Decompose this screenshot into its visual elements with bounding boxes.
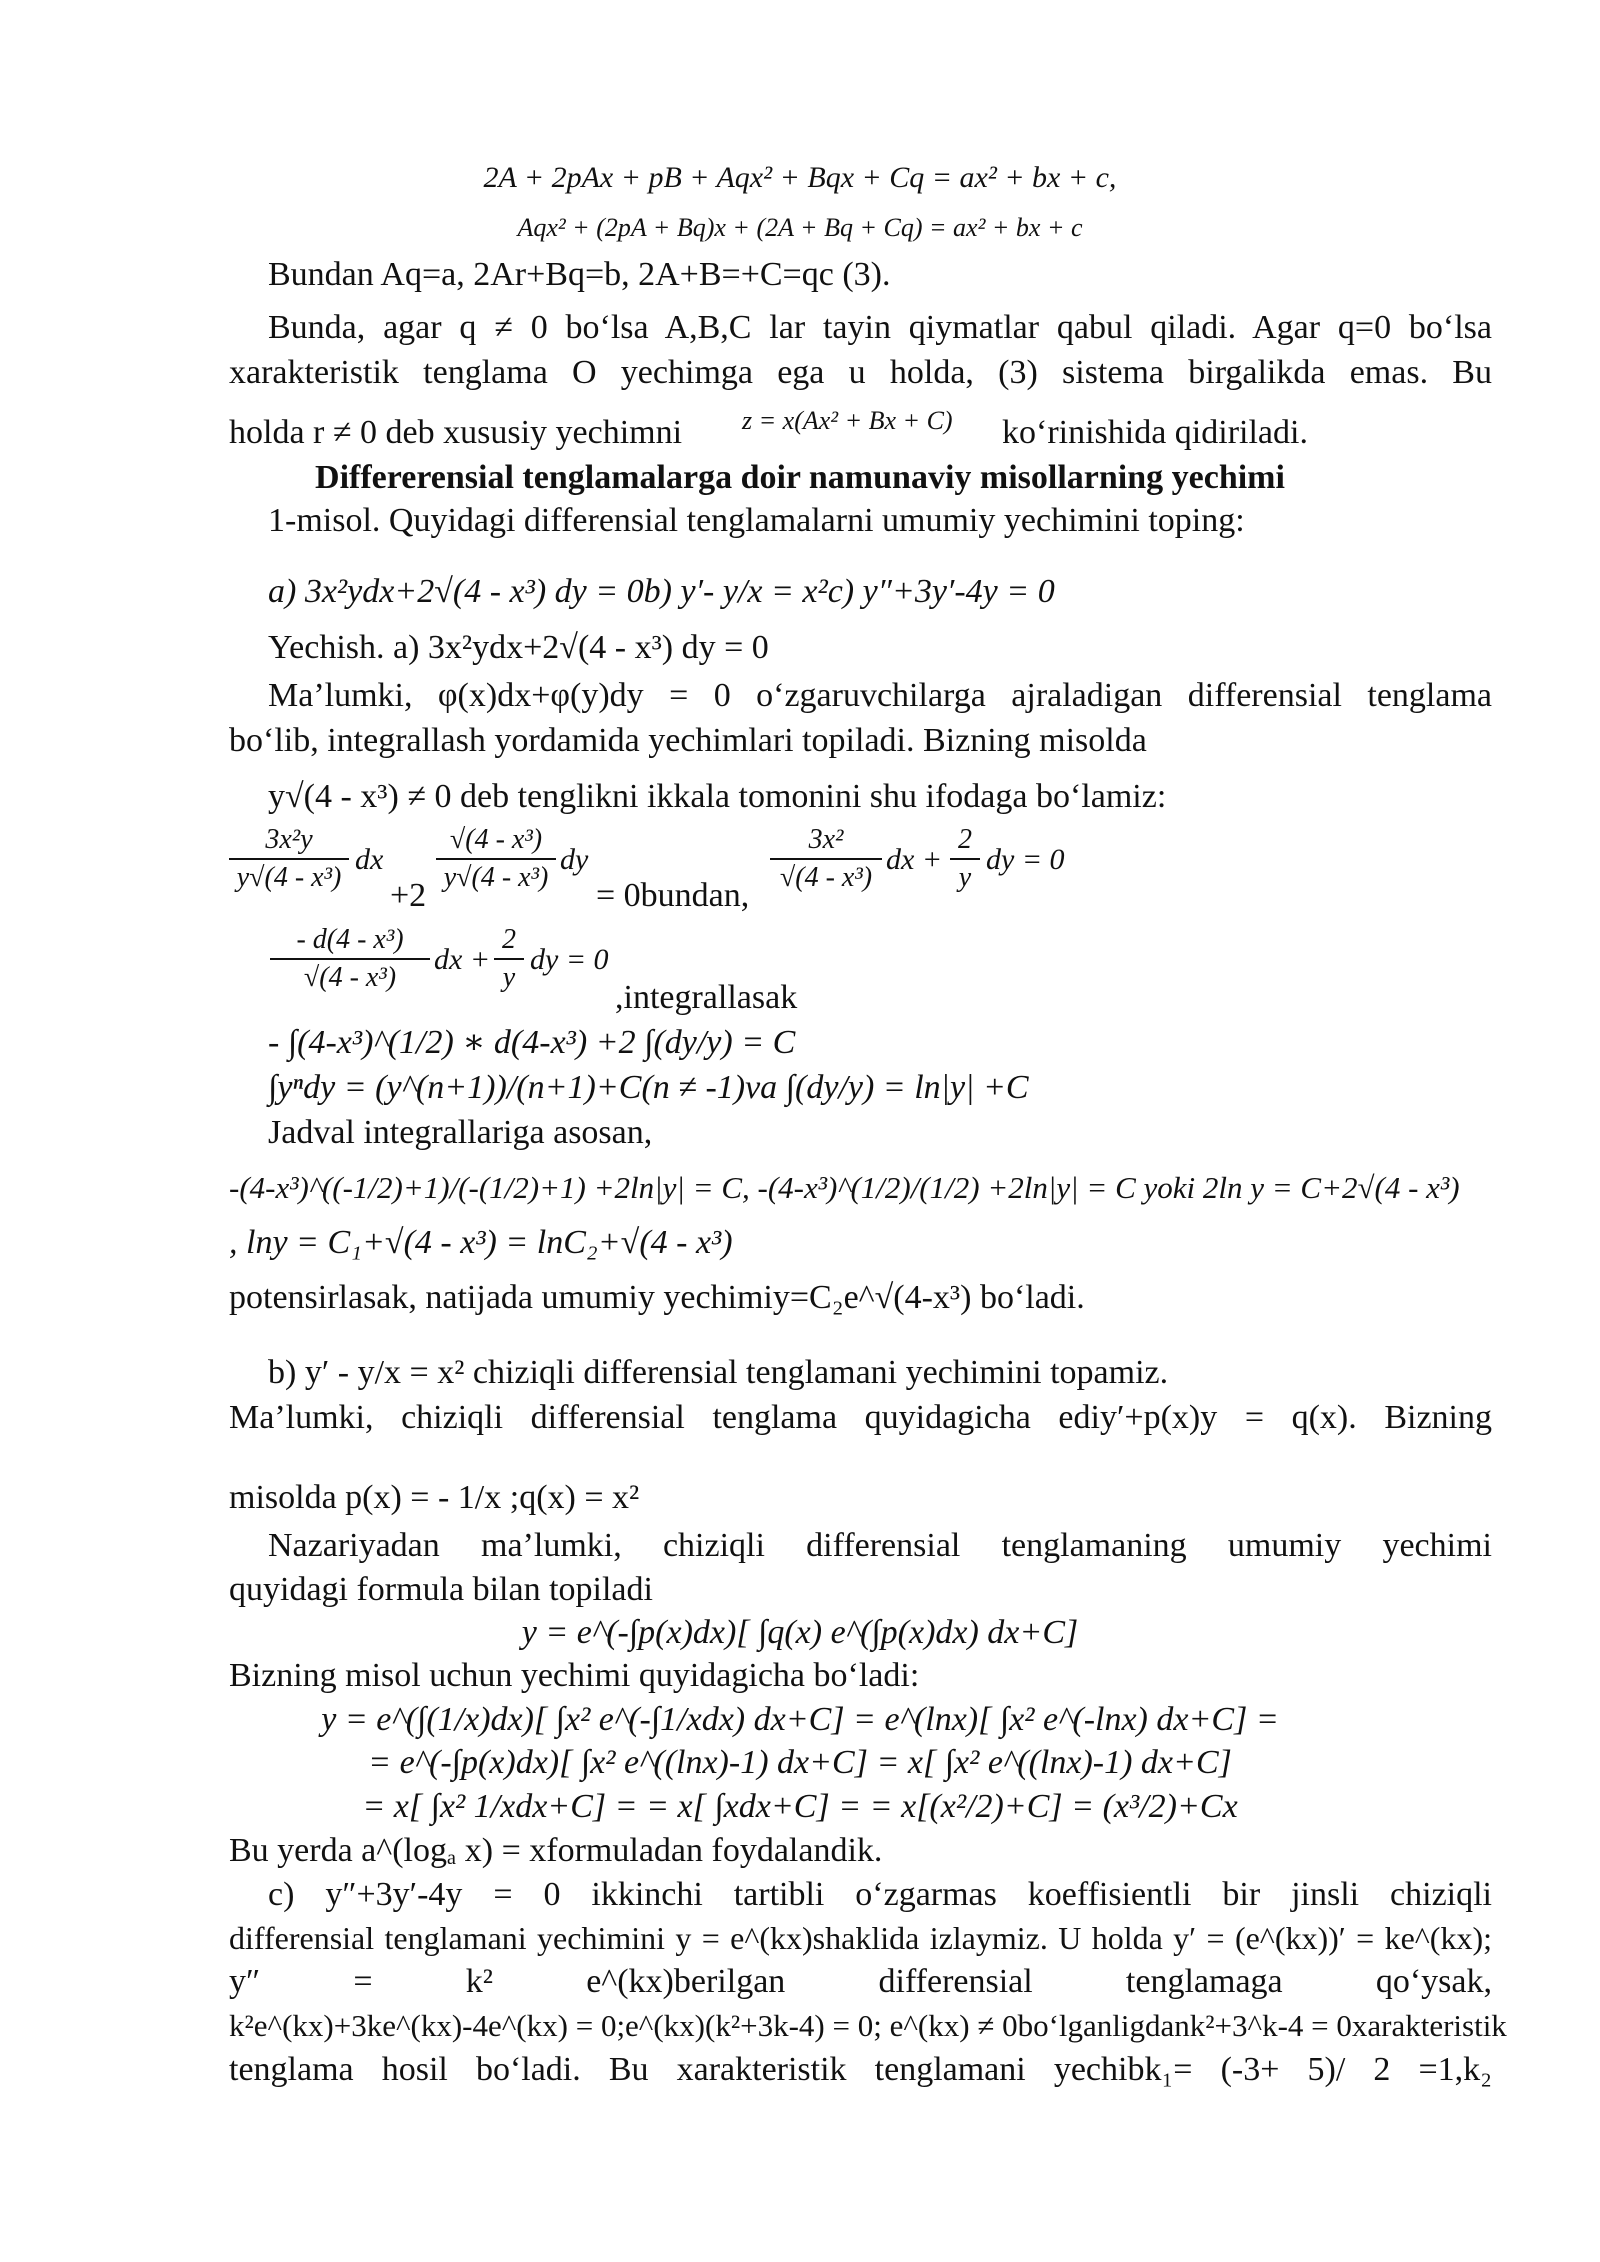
equation-line: Aqx² + (2pA + Bq)x + (2A + Bq + Cq) = ax² + bx + c [517,213,1083,242]
inline-formula: z = x(Ax² + Bx + C) [742,406,953,435]
fraction-denominator: y√(4 - x³) [236,862,342,893]
text-line: a) 3x²ydx+2√(4 - x³) dy = 0b) y′- y/x = x²c) y″+3y′-4y = 0 [268,573,1055,610]
text-line: Bundan Aq=a, 2Ar+Bq=b, 2A+B=+C=qc (3). [268,256,891,293]
text-line: xarakteristik tenglama O yechimga ega u holda, (3) sistema birgalikda emas. Bu [229,354,1492,391]
formula-text: dy [560,843,589,876]
fraction [436,824,556,894]
formula-text: dx + [434,943,491,976]
text-line: bo‘lib, integrallash yordamida yechimlari topiladi. Bizning misolda [229,722,1147,759]
fraction-bar [770,858,882,860]
text-line: ,integrallasak [615,979,798,1016]
fraction-denominator: y [502,962,516,993]
text-line: misolda p(x) = - 1/x ;q(x) = x² [229,1479,640,1516]
text-line: c) y″+3y′-4y = 0 ikkinchi tartibli o‘zgarmas koeffisientli bir jinsli chiziqli [268,1876,1492,1913]
section-heading: Differerensial tenglamalarga doir namunaviy misollarning yechimi [315,459,1285,496]
text-line: tenglama hosil bo‘ladi. Bu xarakteristik tenglamani yechibk₁= (-3+ 5)/ 2 =1,k₂ [229,2051,1492,2088]
text-line: k²e^(kx)+3ke^(kx)-4e^(kx) = 0;e^(kx)(k²+3k-4) = 0; e^(kx) ≠ 0bo‘lganligdank²+3^k-4 = 0xarakteristik [229,2008,1507,2043]
fraction-denominator: y [958,862,972,893]
formula-line: = e^(-∫p(x)dx)[ ∫x² e^((lnx)-1) dx+C] = x[ ∫x² e^((lnx)-1) dx+C] [368,1744,1232,1781]
fraction [494,924,524,994]
equation-line: 2A + 2pAx + pB + Aqx² + Bqx + Cq = ax² + bx + c, [483,161,1117,194]
text-line: differensial tenglamani yechimini y = e^(kx)shaklida izlaymiz. U holda y′ = (e^(kx))′ = ke^(kx); [229,1920,1492,1956]
formula-line: = x[ ∫x² 1/xdx+C] = = x[ ∫xdx+C] = = x[(x²/2)+C] = (x³/2)+Cx [362,1788,1238,1825]
fraction-numerator: - d(4 - x³) [296,924,404,955]
fraction-numerator: √(4 - x³) [449,824,543,855]
formula-line: ∫yⁿdy = (y^(n+1))/(n+1)+C(n ≠ -1)va ∫(dy/y) = ln|y| +C [268,1069,1029,1106]
fraction-numerator: 2 [502,924,516,955]
fraction [270,924,430,994]
text-line: Ma’lumki, φ(x)dx+φ(y)dy = 0 o‘zgaruvchilarga ajraladigan differensial tenglama [268,677,1492,714]
fraction-numerator: 3x²y [265,824,313,855]
fraction [229,824,349,894]
formula-text: = 0bundan, [596,877,750,914]
text-line: y″ = k² e^(kx)berilgan differensial tenglamaga qo‘ysak, [229,1963,1492,2000]
fraction-denominator: √(4 - x³) [779,862,873,893]
text-line: 1-misol. Quyidagi differensial tenglamalarni umumiy yechimini toping: [268,502,1245,539]
formula-line: y = e^(∫(1/x)dx)[ ∫x² e^(-∫1/xdx) dx+C] = e^(lnx)[ ∫x² e^(-lnx) dx+C] = [321,1701,1279,1738]
text-line: b) y′ - y/x = x² chiziqli differensial tenglamani yechimini topamiz. [268,1354,1169,1391]
formula-text: dy = 0 [986,843,1065,876]
text-line: ko‘rinishida qidiriladi. [1002,414,1308,451]
text-line: y√(4 - x³) ≠ 0 deb tenglikni ikkala tomonini shu ifodaga bo‘lamiz: [268,778,1167,815]
formula-text: dx [355,843,384,876]
fraction-bar [494,958,524,960]
fraction-denominator: y√(4 - x³) [443,862,549,893]
formula-line: -(4-x³)^((-1/2)+1)/(-(1/2)+1) +2ln|y| = C, -(4-x³)^(1/2)/(1/2) +2ln|y| = C yoki 2ln y = C+2√(4 - x³) [229,1170,1460,1205]
fraction-numerator: 2 [958,824,972,855]
fraction-bar [436,858,556,860]
text-line: Yechish. a) 3x²ydx+2√(4 - x³) dy = 0 [268,629,769,666]
fraction [770,824,882,894]
fraction-bar [270,958,430,960]
formula-text: dy = 0 [530,943,609,976]
fraction-numerator: 3x² [808,824,844,855]
text-line: holda r ≠ 0 deb xususiy yechimni [229,414,683,451]
text-line: Bunda, agar q ≠ 0 bo‘lsa A,B,C lar tayin qiymatlar qabul qiladi. Agar q=0 bo‘lsa [268,309,1492,346]
fraction-bar [229,858,349,860]
fraction-denominator: √(4 - x³) [303,962,397,993]
text-line: Bizning misol uchun yechimi quyidagicha bo‘ladi: [229,1657,920,1694]
text-line: Bu yerda a^(logₐ x) = xformuladan foydalandik. [229,1832,883,1869]
text-line: quyidagi formula bilan topiladi [229,1571,653,1608]
text-line: Nazariyadan ma’lumki, chiziqli differensial tenglamaning umumiy yechimi [268,1527,1492,1564]
formula-text: dx + [886,843,943,876]
fraction-bar [950,858,980,860]
formula-line: - ∫(4-x³)^(1/2) ∗ d(4-x³) +2 ∫(dy/y) = C [268,1024,796,1061]
text-line: Ma’lumki, chiziqli differensial tenglama quyidagicha ediy′+p(x)y = q(x). Bizning [229,1399,1492,1436]
text-line: Jadval integrallariga asosan, [268,1114,653,1151]
fraction [950,824,980,894]
formula-line: , lny = C₁+√(4 - x³) = lnC₂+√(4 - x³) [229,1224,733,1261]
text-line: potensirlasak, natijada umumiy yechimiy=C₂e^√(4-x³) bo‘ladi. [229,1279,1085,1316]
formula-text: +2 [390,877,427,914]
formula-line: y = e^(-∫p(x)dx)[ ∫q(x) e^(∫p(x)dx) dx+C] [521,1614,1079,1651]
